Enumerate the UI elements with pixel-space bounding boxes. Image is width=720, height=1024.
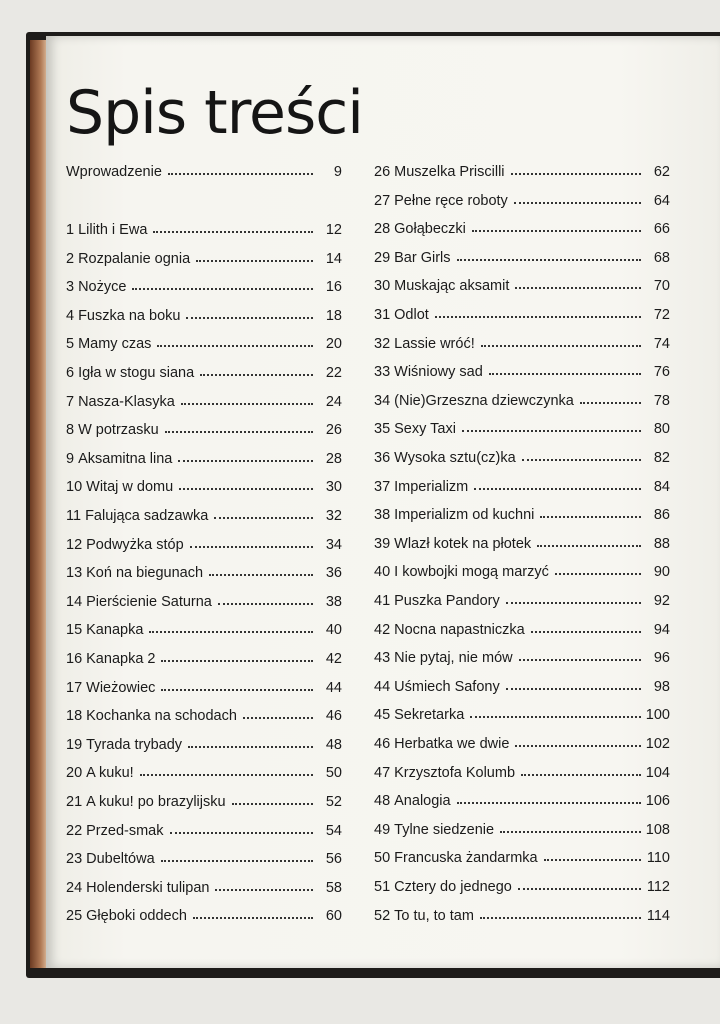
toc-entry-label: Bar Girls [394, 249, 451, 266]
toc-entry [66, 759, 342, 781]
toc-entry-number: 41 [374, 593, 391, 609]
toc-entry-number: 7 [66, 393, 75, 410]
toc-entry [66, 845, 342, 867]
toc-leader-dots [188, 746, 313, 748]
toc-entry-page: 72 [653, 307, 670, 323]
toc-entry-intro [66, 158, 342, 180]
toc-entry-page: 66 [653, 221, 670, 238]
toc-entry [66, 416, 342, 438]
toc-entry [66, 359, 342, 381]
toc-entry-page: 42 [325, 651, 342, 667]
toc-leader-dots [511, 173, 641, 175]
toc-entry-label: Wieżowiec [86, 679, 156, 696]
toc-entry-number: 21 [66, 794, 83, 810]
toc-leader-dots [193, 917, 313, 919]
toc-entry-page: 102 [645, 736, 670, 752]
toc-entry-label: Sekretarka [394, 707, 465, 724]
toc-leader-dots [168, 173, 313, 175]
toc-leader-dots [489, 373, 641, 375]
toc-entry-number: 47 [374, 764, 391, 781]
toc-entry-page: 26 [325, 422, 342, 439]
toc-entry-number: 35 [374, 421, 391, 438]
toc-entry [66, 588, 342, 610]
toc-entry-label: Analogia [394, 793, 451, 810]
toc-entry-label: Imperializm od kuchni [394, 507, 535, 524]
toc-leader-dots [161, 689, 313, 691]
toc-entry-label: W potrzasku [78, 422, 159, 439]
toc-entry-label: Muskając aksamit [394, 278, 510, 295]
toc-entry-page: 28 [325, 450, 342, 467]
toc-leader-dots [580, 402, 641, 404]
toc-entry-label: Podwyżka stóp [86, 536, 184, 553]
toc-entry [374, 558, 670, 580]
toc-entry [374, 530, 670, 552]
toc-entry-page: 46 [325, 708, 342, 725]
toc-entry [374, 444, 670, 466]
toc-entry [66, 616, 342, 638]
toc-leader-dots [555, 573, 641, 575]
toc-entry [66, 531, 342, 553]
toc-entry [66, 273, 342, 295]
toc-entry [66, 702, 342, 724]
toc-entry-number: 14 [66, 593, 83, 610]
toc-entry-label: Kanapka 2 [86, 651, 156, 667]
toc-leader-dots [215, 889, 313, 891]
toc-entry-label: A kuku! [86, 765, 134, 782]
toc-entry-page: 96 [653, 650, 670, 667]
toc-entry-number: 10 [66, 479, 83, 496]
toc-leader-dots [132, 288, 313, 290]
toc-entry-number: 4 [66, 307, 75, 324]
toc-entry-page: 48 [325, 736, 342, 753]
toc-entry-label: (Nie)Grzeszna dziewczynka [394, 392, 574, 409]
toc-entry-number: 8 [66, 422, 75, 439]
toc-entry-page: 12 [325, 222, 342, 238]
toc-leader-dots [243, 717, 313, 719]
toc-entry [374, 730, 670, 752]
toc-entry-number: 3 [66, 279, 75, 296]
toc-entry [66, 245, 342, 267]
toc-entry-number: 20 [66, 765, 83, 782]
toc-entry-label: Wlazł kotek na płotek [394, 535, 532, 552]
toc-entry-number: 26 [374, 164, 391, 180]
toc-entry-page: 74 [653, 335, 670, 352]
toc-leader-dots [462, 430, 641, 432]
toc-entry-page: 54 [325, 822, 342, 839]
toc-entry-label: Nożyce [78, 279, 127, 296]
toc-entry [66, 388, 342, 410]
toc-entry [374, 759, 670, 781]
toc-leader-dots [149, 631, 313, 633]
toc-entry-label: Uśmiech Safony [394, 678, 500, 695]
toc-entry-page: 92 [653, 593, 670, 609]
toc-entry-page: 58 [325, 879, 342, 896]
toc-entry-number: 46 [374, 736, 391, 752]
toc-leader-dots [500, 831, 641, 833]
toc-entry-number: 34 [374, 392, 391, 409]
toc-entry-label: Falująca sadzawka [85, 508, 209, 524]
toc-entry-label: Herbatka we dwie [394, 736, 510, 752]
toc-entry-label: Głęboki oddech [86, 908, 187, 925]
toc-entry-number: 52 [374, 907, 391, 924]
toc-entry [66, 817, 342, 839]
toc-leader-dots [170, 832, 314, 834]
toc-entry-label: Przed-smak [86, 822, 164, 839]
toc-entry-number: 18 [66, 708, 83, 725]
toc-entry [374, 616, 670, 638]
toc-entry-label: Pełne ręce roboty [394, 192, 508, 209]
toc-leader-dots [540, 516, 641, 518]
toc-entry [374, 701, 670, 723]
toc-leader-dots [537, 545, 641, 547]
toc-leader-dots [457, 259, 641, 261]
toc-entry [66, 788, 342, 810]
toc-entry-number: 50 [374, 850, 391, 867]
toc-entry [374, 787, 670, 809]
toc-leader-dots [178, 460, 313, 462]
toc-entry [374, 358, 670, 380]
toc-leader-dots [165, 431, 313, 433]
toc-leader-dots [186, 317, 313, 319]
toc-entry-number: 11 [66, 508, 82, 524]
toc-leader-dots [190, 546, 313, 548]
toc-leader-dots [179, 488, 313, 490]
toc-entry [374, 158, 670, 180]
toc-entry-number: 28 [374, 221, 391, 238]
toc-entry-number: 19 [66, 736, 83, 753]
toc-entry-label: Wiśniowy sad [394, 364, 483, 381]
toc-entry-number: 5 [66, 336, 75, 353]
toc-entry-page: 110 [646, 850, 670, 867]
toc-entry-page: 64 [653, 192, 670, 209]
toc-leader-dots [457, 802, 641, 804]
toc-leader-dots [209, 574, 313, 576]
toc-entry-number: 36 [374, 450, 391, 466]
toc-leader-dots [480, 917, 641, 919]
toc-entry [66, 674, 342, 696]
toc-leader-dots [515, 287, 641, 289]
toc-entry-label: Witaj w domu [86, 479, 174, 496]
toc-leader-dots [506, 688, 641, 690]
toc-entry-label: Imperializm [394, 478, 469, 495]
toc-entry-number: 24 [66, 879, 83, 896]
toc-entry-label: Koń na biegunach [86, 565, 204, 582]
toc-leader-dots [506, 602, 641, 604]
toc-entry-page: 70 [653, 278, 670, 295]
toc-entry [374, 873, 670, 895]
toc-entry-label: Nocna napastniczka [394, 621, 525, 638]
toc-entry-page: 108 [645, 821, 670, 838]
toc-entry-label: Wysoka sztu(cz)ka [394, 450, 516, 466]
toc-leader-dots [153, 231, 313, 233]
toc-entry-page: 60 [325, 908, 342, 925]
toc-entry-number: 33 [374, 364, 391, 381]
toc-entry [66, 731, 342, 753]
toc-entry-label: Francuska żandarmka [394, 850, 538, 867]
toc-entry-number: 30 [374, 278, 391, 295]
toc-entry-number: 6 [66, 365, 75, 381]
toc-entry-label: Igła w stogu siana [78, 365, 195, 381]
toc-entry [374, 215, 670, 237]
toc-entry-page: 94 [653, 621, 670, 638]
toc-entry-page: 22 [325, 365, 342, 381]
toc-entry-page: 24 [325, 393, 342, 410]
toc-entry-label: I kowbojki mogą marzyć [394, 564, 549, 581]
toc-entry-page: 9 [333, 164, 342, 180]
toc-entry [374, 244, 670, 266]
toc-entry [66, 473, 342, 495]
toc-entry [66, 874, 342, 896]
toc-entry-page: 100 [645, 707, 670, 724]
toc-entry-number: 27 [374, 192, 391, 209]
toc-entry-page: 30 [325, 479, 342, 496]
toc-entry-page: 62 [653, 164, 670, 180]
toc-entry-page: 52 [325, 794, 342, 810]
toc-leader-dots [470, 716, 641, 718]
toc-leader-dots [214, 517, 313, 519]
toc-entry-label: A kuku! po brazylijsku [86, 794, 226, 810]
toc-entry [374, 473, 670, 495]
toc-leader-dots [232, 803, 313, 805]
toc-entry-page: 114 [646, 907, 670, 924]
toc-entry-label: Nie pytaj, nie mów [394, 650, 513, 667]
toc-entry [66, 559, 342, 581]
toc-entry [66, 502, 342, 524]
toc-entry [66, 302, 342, 324]
toc-entry-label: Krzysztofa Kolumb [394, 764, 516, 781]
toc-entry-label: Cztery do jednego [394, 879, 512, 895]
toc-entry-page: 84 [653, 478, 670, 495]
toc-entry-number: 42 [374, 621, 391, 638]
toc-entry-label: To tu, to tam [394, 907, 474, 924]
toc-entry-number: 40 [374, 564, 391, 581]
toc-entry-label: Tylne siedzenie [394, 821, 495, 838]
toc-entry [374, 330, 670, 352]
toc-entry [66, 216, 342, 238]
toc-entry-number: 22 [66, 822, 83, 839]
toc-entry-number: 44 [374, 678, 391, 695]
toc-entry-number: 31 [374, 307, 391, 323]
toc-entry-number: 25 [66, 908, 83, 925]
toc-entry-number: 37 [374, 478, 391, 495]
toc-entry [374, 902, 670, 924]
toc-entry-number: 2 [66, 250, 75, 267]
toc-entry-number: 38 [374, 507, 391, 524]
page-title: Spis treści [66, 78, 363, 148]
toc-entry [66, 645, 342, 667]
toc-entry-page: 80 [653, 421, 670, 438]
toc-leader-dots [435, 316, 641, 318]
toc-leader-dots [474, 488, 641, 490]
toc-entry-label: Kochanka na schodach [86, 708, 237, 725]
toc-entry-page: 34 [325, 536, 342, 553]
toc-entry-number: 29 [374, 249, 391, 266]
toc-entry-page: 14 [325, 250, 342, 267]
toc-entry-label: Puszka Pandory [394, 593, 500, 609]
toc-entry-number: 23 [66, 851, 83, 868]
toc-entry-label: Tyrada trybady [86, 736, 183, 753]
toc-leader-dots [531, 631, 641, 633]
toc-entry-page: 50 [325, 765, 342, 782]
toc-entry-label: Muszelka Priscilli [394, 164, 505, 180]
toc-entry-page: 44 [325, 679, 342, 696]
toc-entry-page: 32 [325, 508, 342, 524]
toc-entry-number: 49 [374, 821, 391, 838]
toc-entry [374, 187, 670, 209]
toc-entry-number: 9 [66, 450, 75, 467]
toc-leader-dots [157, 345, 313, 347]
toc-entry [374, 644, 670, 666]
toc-entry-page: 88 [653, 535, 670, 552]
toc-entry [374, 673, 670, 695]
toc-leader-dots [161, 860, 313, 862]
toc-entry [66, 330, 342, 352]
toc-entry-page: 68 [653, 249, 670, 266]
toc-entry-page: 38 [325, 593, 342, 610]
toc-entry-page: 106 [645, 793, 670, 810]
toc-entry-label: Pierścienie Saturna [86, 593, 212, 610]
toc-entry-page: 16 [325, 279, 342, 296]
toc-entry-label: Lassie wróć! [394, 335, 475, 352]
toc-entry-label: Sexy Taxi [394, 421, 456, 438]
toc-entry-number: 51 [374, 879, 391, 895]
toc-entry-number: 48 [374, 793, 391, 810]
toc-leader-dots [518, 888, 641, 890]
toc-entry [66, 445, 342, 467]
toc-entry-label: Lilith i Ewa [78, 222, 148, 238]
toc-entry [374, 501, 670, 523]
toc-leader-dots [522, 459, 641, 461]
toc-entry-number: 13 [66, 565, 83, 582]
toc-entry-number: 32 [374, 335, 391, 352]
toc-leader-dots [521, 774, 641, 776]
toc-leader-dots [472, 230, 641, 232]
toc-entry-label: Nasza-Klasyka [78, 393, 175, 410]
toc-entry-number: 43 [374, 650, 391, 667]
toc-leader-dots [200, 374, 313, 376]
toc-entry-label: Aksamitna lina [78, 450, 173, 467]
toc-entry-label: Gołąbeczki [394, 221, 466, 238]
toc-entry [374, 587, 670, 609]
toc-entry-page: 78 [653, 392, 670, 409]
toc-entry-label: Mamy czas [78, 336, 152, 353]
toc-entry-number: 45 [374, 707, 391, 724]
toc-entry-number: 39 [374, 535, 391, 552]
toc-entry-label: Holenderski tulipan [86, 879, 210, 896]
toc-entry [374, 387, 670, 409]
toc-entry-page: 20 [325, 336, 342, 353]
toc-entry-number: 15 [66, 622, 83, 639]
toc-entry-number: 16 [66, 651, 83, 667]
toc-leader-dots [514, 202, 641, 204]
toc-entry-label: Fuszka na boku [78, 307, 181, 324]
toc-leader-dots [481, 345, 641, 347]
toc-entry-label: Kanapka [86, 622, 144, 639]
toc-leader-dots [218, 603, 313, 605]
toc-entry-page: 90 [653, 564, 670, 581]
toc-leader-dots [519, 659, 641, 661]
toc-entry [374, 844, 670, 866]
toc-leader-dots [181, 403, 313, 405]
toc-entry [374, 415, 670, 437]
toc-entry-page: 36 [325, 565, 342, 582]
toc-entry-page: 40 [325, 622, 342, 639]
toc-entry-label: Wprowadzenie [66, 164, 162, 180]
toc-entry [66, 902, 342, 924]
toc-leader-dots [161, 660, 313, 662]
toc-entry-page: 82 [653, 450, 670, 466]
toc-leader-dots [544, 859, 641, 861]
toc-entry-number: 1 [66, 222, 75, 238]
toc-entry-label: Dubeltówa [86, 851, 155, 868]
toc-entry-page: 112 [646, 879, 670, 895]
toc-entry-page: 18 [325, 307, 342, 324]
toc-leader-dots [196, 260, 313, 262]
toc-entry-label: Rozpalanie ognia [78, 250, 191, 267]
toc-entry-page: 98 [653, 678, 670, 695]
toc-entry-page: 76 [653, 364, 670, 381]
toc-entry [374, 272, 670, 294]
toc-entry [374, 301, 670, 323]
toc-leader-dots [515, 745, 640, 747]
toc-entry [374, 816, 670, 838]
toc-entry-page: 104 [645, 764, 670, 781]
toc-entry-page: 56 [325, 851, 342, 868]
toc-leader-dots [140, 774, 313, 776]
toc-entry-number: 17 [66, 679, 83, 696]
toc-entry-number: 12 [66, 536, 83, 553]
toc-entry-label: Odlot [394, 307, 429, 323]
toc-entry-page: 86 [653, 507, 670, 524]
